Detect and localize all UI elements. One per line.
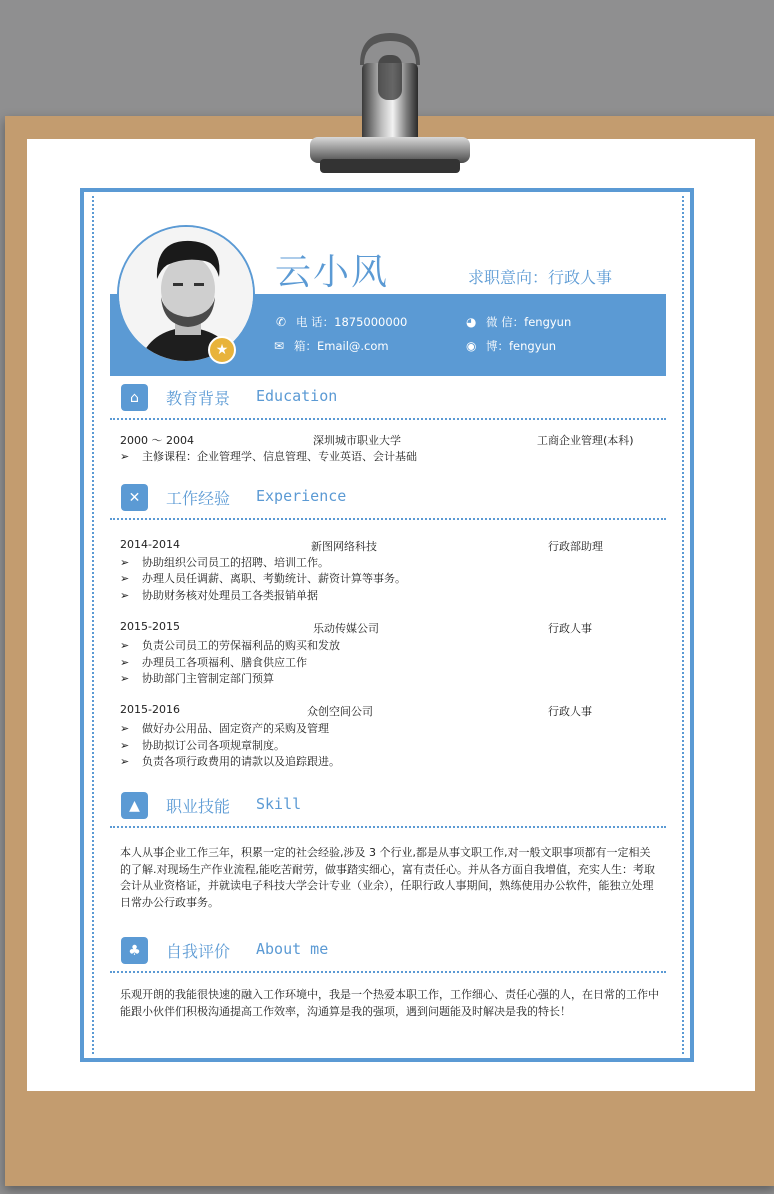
job-duty <box>120 554 329 570</box>
about-paragraph: 乐观开朗的我能很快速的融入工作环境中，我是一个热爱本职工作，工作细心、责任心强的人，在日常的工作中能跟小伙伴们积极沟通提高工作效率，沟通算是我的强项，遇到问题能及时解决是我的特长！ <box>120 988 659 1018</box>
education-major: 工商企业管理(本科) <box>537 434 634 447</box>
education-courses-text: 主修课程：企业管理学、信息管理、专业英语、会计基础 <box>142 450 417 463</box>
job-duty <box>120 737 285 753</box>
candidate-name: 云小风 <box>275 252 390 293</box>
job-duty <box>120 670 274 686</box>
arrow-icon: ➢ <box>120 589 130 602</box>
job-duty <box>120 637 340 653</box>
arrow-icon: ➢ <box>120 639 130 652</box>
wechat-contact <box>466 314 571 330</box>
education-title-en: Education <box>256 387 338 405</box>
job-duty-text: 办理人员任调薪、离职、考勤统计、薪资计算等事务。 <box>142 572 406 585</box>
work-title-en: Experience <box>256 487 347 505</box>
work-title-cn: 工作经验 <box>166 489 231 508</box>
star-icon: ★ <box>208 336 236 364</box>
portrait-photo <box>119 227 255 363</box>
email-text: 箱：Email@.com <box>294 339 389 353</box>
fruit-icon: ♣ <box>121 937 148 964</box>
job-period: 2014-2014 <box>120 538 180 551</box>
work-divider <box>110 518 666 520</box>
job-duty <box>120 570 406 586</box>
arrow-icon: ➢ <box>120 739 130 752</box>
job-duty-text: 办理员工各项福利、膳食供应工作 <box>142 656 307 669</box>
education-title-cn: 教育背景 <box>166 389 231 408</box>
skills-paragraph: 本人从事企业工作三年，积累一定的社会经验,涉及 3 个行业,都是从事文职工作,对一般文职事项都有一定相关的了解.对现场生产作业流程,能吃苦耐劳，做事踏实细心，富有责任心。并从各方面自我增值，充实人生：考取会计从业资格证，并就读电子科技大学会计专业（业余），任职行政人事期间，熟练使用办公软件，能独立处理日常办公行政事务。 <box>120 846 655 909</box>
arrow-icon: ➢ <box>120 556 130 569</box>
job-intent: 求职意向：行政人事 <box>468 268 613 287</box>
home-icon: ⌂ <box>121 384 148 411</box>
job-company: 新图网络科技 <box>311 540 377 553</box>
job-duty-text: 协助拟订公司各项规章制度。 <box>142 739 285 752</box>
job-period: 2015-2016 <box>120 703 180 716</box>
job-duty <box>120 753 340 769</box>
email-contact <box>274 338 389 354</box>
skills-divider <box>110 826 666 828</box>
education-school: 深圳城市职业大学 <box>313 434 401 447</box>
job-duty-text: 协助财务核对处理员工各类报销单据 <box>142 589 318 602</box>
wechat-icon: ◕ <box>466 315 477 329</box>
email-icon: ✉ <box>274 339 285 353</box>
phone-contact <box>276 314 407 330</box>
about-title-en: About me <box>256 940 329 958</box>
arrow-icon: ➢ <box>120 450 130 463</box>
arrow-icon: ➢ <box>120 755 130 768</box>
job-role: 行政部助理 <box>548 540 603 553</box>
arrow-icon: ➢ <box>120 672 130 685</box>
phone-icon: ✆ <box>276 315 287 329</box>
binder-clip-icon <box>300 25 480 180</box>
job-duty <box>120 654 307 670</box>
job-duty-text: 负责各项行政费用的请款以及追踪跟进。 <box>142 755 340 768</box>
skills-title-cn: 职业技能 <box>166 797 231 816</box>
avatar <box>117 225 255 363</box>
job-role: 行政人事 <box>548 622 592 635</box>
phone-text: 电 话：1875000000 <box>296 315 408 329</box>
arrow-icon: ➢ <box>120 656 130 669</box>
weibo-contact <box>466 338 556 354</box>
education-courses <box>120 448 417 464</box>
wechat-text: 微 信：fengyun <box>486 315 572 329</box>
job-duty <box>120 587 318 603</box>
job-role: 行政人事 <box>548 705 592 718</box>
weibo-text: 博：fengyun <box>486 339 557 353</box>
thumbs-up-icon: ▲ <box>121 792 148 819</box>
arrow-icon: ➢ <box>120 722 130 735</box>
job-duty <box>120 720 329 736</box>
education-period: 2000 ～ 2004 <box>120 434 194 447</box>
job-company: 乐动传媒公司 <box>313 622 379 635</box>
job-company: 众创空间公司 <box>307 705 373 718</box>
skills-title-en: Skill <box>256 795 302 813</box>
arrow-icon: ➢ <box>120 572 130 585</box>
weibo-icon: ◉ <box>466 339 477 353</box>
job-duty-text: 协助部门主管制定部门预算 <box>142 672 274 685</box>
job-period: 2015-2015 <box>120 620 180 633</box>
tools-icon: ✕ <box>121 484 148 511</box>
job-duty-text: 负责公司员工的劳保福利品的购买和发放 <box>142 639 340 652</box>
job-duty-text: 协助组织公司员工的招聘、培训工作。 <box>142 556 329 569</box>
education-divider <box>110 418 666 420</box>
about-title-cn: 自我评价 <box>166 942 231 961</box>
job-duty-text: 做好办公用品、固定资产的采购及管理 <box>142 722 329 735</box>
about-divider <box>110 971 666 973</box>
